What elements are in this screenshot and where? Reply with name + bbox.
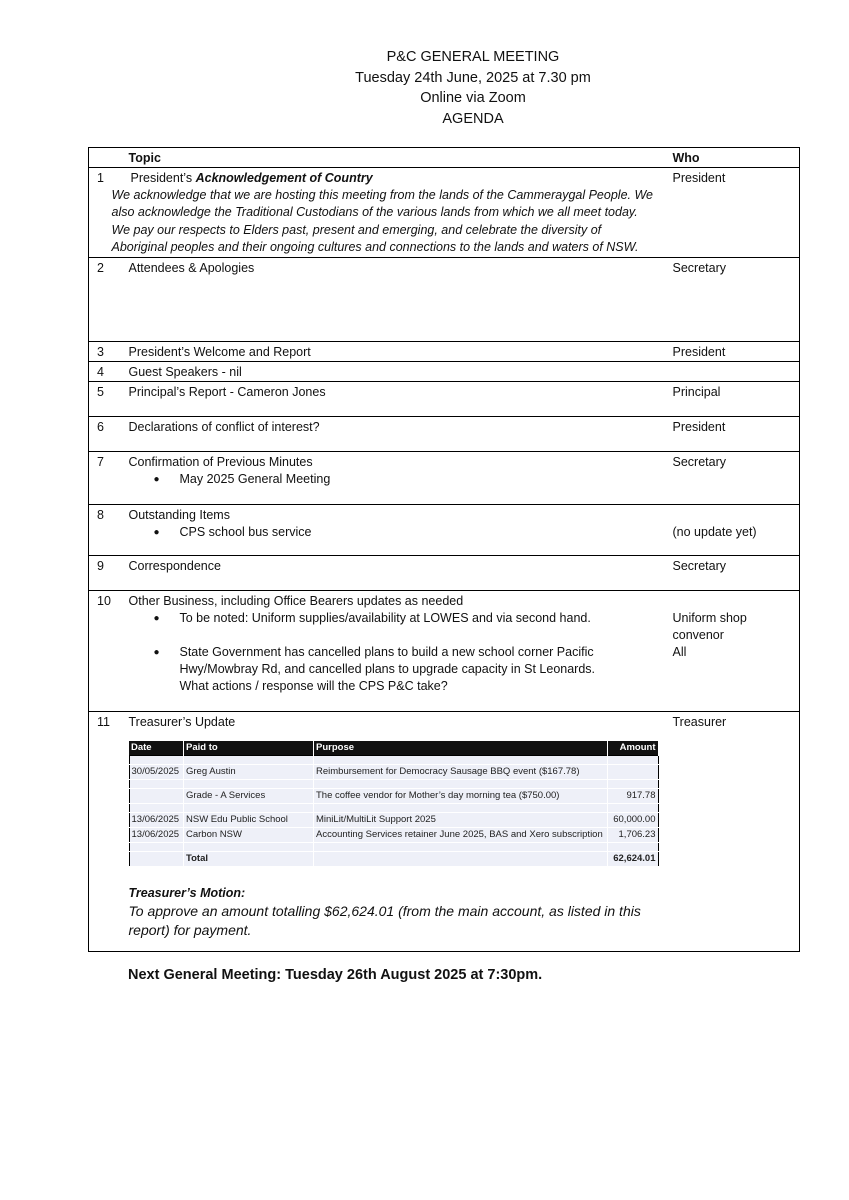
payment-row — [129, 812, 658, 827]
agenda-table — [88, 147, 800, 952]
item-number: 7 — [89, 451, 129, 504]
payments-paidto-header: Paid to — [184, 741, 314, 756]
item-title: President’s Welcome and Report — [129, 341, 673, 361]
agenda-item-4 — [89, 361, 800, 381]
item-who: President — [673, 341, 800, 361]
payment-purpose: MiniLit/MultiLit Support 2025 — [314, 812, 608, 827]
agenda-header — [0, 47, 849, 129]
agenda-label: AGENDA — [442, 110, 504, 127]
item-number: 5 — [89, 381, 129, 416]
acknowledgement-text: We acknowledge that we are hosting this meeting from the lands of the Cammeraygal People. We also acknowledge the Traditional Custodians of the various lands from which we all meet today. We pay our respects to Elders past, present and emerging, and celebrate the diversity of Aboriginal peoples and their ongoing cultures and connections to the lands and waters of NSW. — [111, 188, 653, 255]
payments-header-row — [129, 741, 658, 756]
agenda-item-6 — [89, 416, 800, 451]
agenda-item-3 — [89, 341, 800, 361]
who-column-header: Who — [673, 148, 800, 168]
payment-payee: Grade - A Services — [184, 788, 314, 803]
payment-purpose: Reimbursement for Democracy Sausage BBQ event ($167.78) — [314, 764, 608, 779]
payments-total-row — [129, 851, 658, 866]
motion-text: To approve an amount totalling $62,624.01 (from the main account, as listed in this report) for payment. — [128, 902, 641, 938]
agenda-item-2 — [89, 257, 800, 341]
payments-amount-header: Amount — [607, 741, 658, 756]
item-who: Secretary — [673, 257, 800, 341]
meeting-location: Online via Zoom — [420, 90, 526, 106]
item-title: Correspondence — [129, 555, 673, 590]
payment-amount: 60,000.00 — [607, 812, 658, 827]
motion-title: Treasurer’s Motion: — [128, 885, 246, 900]
payment-row — [129, 788, 658, 803]
item-title: Principal’s Report - Cameron Jones — [129, 381, 673, 416]
meeting-datetime: Tuesday 24th June, 2025 at 7.30 pm — [355, 69, 591, 86]
payment-date — [129, 788, 184, 803]
payments-total-amount: 62,624.01 — [607, 851, 658, 866]
next-meeting: Next General Meeting: Tuesday 26th August 2025 at 7:30pm. — [128, 967, 543, 983]
agenda-item-8 — [89, 504, 800, 555]
payment-row — [129, 764, 658, 779]
item-who — [673, 361, 800, 381]
item-title: Confirmation of Previous Minutes — [128, 454, 313, 469]
item-title-emphasis: Acknowledgement of Country — [195, 171, 373, 185]
item-title: Other Business, including Office Bearers updates as needed — [128, 593, 464, 608]
payment-payee: Carbon NSW — [184, 827, 314, 842]
item-number: 2 — [89, 257, 129, 341]
payment-amount: 1,706.23 — [607, 827, 658, 842]
item-who: Secretary — [673, 451, 800, 504]
item-number: 1 — [89, 168, 129, 258]
item-title: Attendees & Apologies — [129, 257, 673, 341]
payment-date: 13/06/2025 — [129, 812, 184, 827]
item-who: Secretary — [673, 555, 800, 590]
item-who: President — [673, 416, 800, 451]
agenda-item-5 — [89, 381, 800, 416]
meeting-title: P&C GENERAL MEETING — [386, 49, 560, 65]
item-number: 4 — [89, 361, 129, 381]
item-who: Principal — [673, 381, 800, 416]
item-title: Guest Speakers - nil — [129, 361, 673, 381]
bullet-item: ● May 2025 General Meeting — [129, 471, 673, 488]
bullet-item: ● State Government has cancelled plans to build a new school corner Pacific Hwy/Mowbray Rd, and cancelled plans to upgrade capacity in St Leonards. What actions / response will the CPS P&C take? — [129, 644, 673, 695]
agenda-item-7 — [89, 451, 800, 504]
payment-amount — [607, 764, 658, 779]
item-title: Declarations of conflict of interest? — [129, 416, 673, 451]
item-who: (no update yet) — [672, 524, 757, 539]
payment-purpose: The coffee vendor for Mother’s day morning tea ($750.00) — [314, 788, 608, 803]
payment-amount: 917.78 — [607, 788, 658, 803]
item-title: Outstanding Items — [128, 507, 230, 522]
item-title: Treasurer’s Update — [128, 714, 236, 729]
item-number: 10 — [89, 590, 129, 711]
item-number: 6 — [89, 416, 129, 451]
item-number: 11 — [89, 711, 129, 951]
payments-total-label: Total — [184, 851, 314, 866]
payment-payee: Greg Austin — [184, 764, 314, 779]
item-who: All — [672, 644, 687, 659]
payment-date: 30/05/2025 — [129, 764, 184, 779]
item-number: 9 — [89, 555, 129, 590]
item-number: 3 — [89, 341, 129, 361]
item-title: President’s — [130, 171, 196, 185]
payments-table — [129, 741, 659, 867]
agenda-header-row — [89, 148, 800, 168]
item-number: 8 — [89, 504, 129, 555]
payment-date: 13/06/2025 — [129, 827, 184, 842]
item-who: Uniform shop convenor — [672, 610, 747, 642]
agenda-item-1 — [89, 168, 800, 258]
bullet-item: ● CPS school bus service — [129, 524, 673, 541]
item-who: President — [673, 168, 800, 258]
topic-column-header: Topic — [129, 148, 673, 168]
bullet-item: ● To be noted: Uniform supplies/availability at LOWES and via second hand. — [129, 610, 673, 627]
agenda-item-10 — [89, 590, 800, 711]
payment-purpose: Accounting Services retainer June 2025, BAS and Xero subscription — [314, 827, 608, 842]
item-who: Treasurer — [673, 711, 800, 951]
payments-date-header: Date — [129, 741, 184, 756]
agenda-item-9 — [89, 555, 800, 590]
payment-payee: NSW Edu Public School — [184, 812, 314, 827]
payments-purpose-header: Purpose — [314, 741, 608, 756]
payment-row — [129, 827, 658, 842]
agenda-item-11 — [89, 711, 800, 951]
